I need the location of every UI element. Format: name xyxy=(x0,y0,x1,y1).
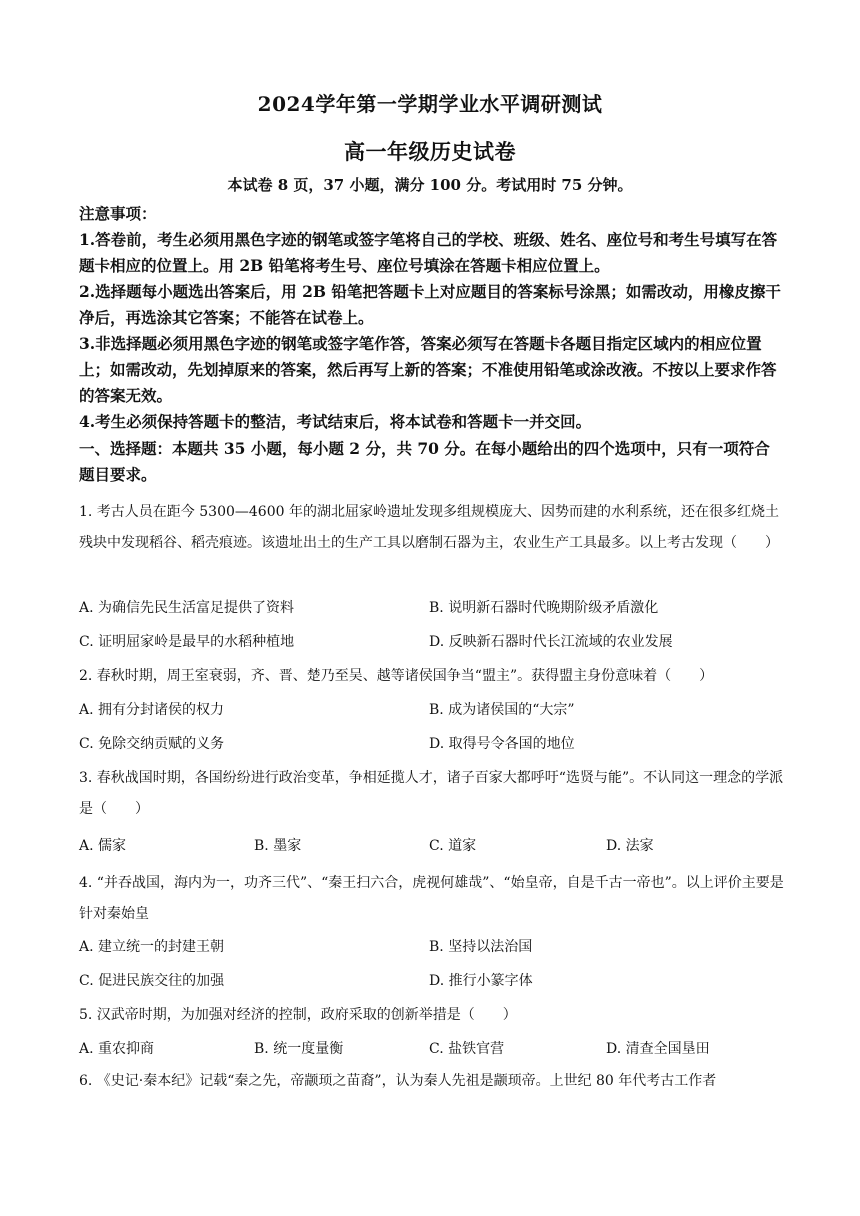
section-heading: 一、选择题：本题共 35 小题，每小题 2 分，共 70 分。在每小题给出的四个选项中，只有一项符合题目要求。 xyxy=(79,439,770,484)
question-2-options-row2 xyxy=(79,733,785,757)
question-3-options xyxy=(79,835,785,859)
q1-option-d: D. 反映新石器时代长江流域的农业发展 xyxy=(429,634,673,650)
q1-option-a: A. 为确信先民生活富足提供了资料 xyxy=(79,600,295,616)
exam-subtitle: 高一年级历史试卷 xyxy=(344,139,516,164)
question-2-options-row1 xyxy=(79,699,785,723)
exam-info: 本试卷 8 页，37 小题，满分 100 分。考试用时 75 分钟。 xyxy=(227,176,633,194)
q5-option-a: A. 重农抑商 xyxy=(79,1041,155,1057)
q2-option-b: B. 成为诸侯国的“大宗” xyxy=(429,702,575,718)
q5-option-c: C. 盐铁官营 xyxy=(429,1041,505,1057)
exam-title: 2024学年第一学期学业水平调研测试 xyxy=(257,92,603,116)
question-4-stem: 4. “并吞战国，海内为一，功齐三代”、“秦王扫六合，虎视何雄哉”、“始皇帝，自是千古一帝也”。以上评价主要是针对秦始皇 xyxy=(79,875,784,922)
q1-option-c: C. 证明屈家岭是最早的水稻种植地 xyxy=(79,634,295,650)
q1-option-b: B. 说明新石器时代晚期阶级矛盾激化 xyxy=(429,600,659,616)
q5-option-b: B. 统一度量衡 xyxy=(254,1041,344,1057)
q4-option-d: D. 推行小篆字体 xyxy=(429,973,533,989)
notice-heading: 注意事项： xyxy=(79,204,157,223)
notice-item-2: 2.选择题每小题选出答案后，用 2B 铅笔把答题卡上对应题目的答案标号涂黑；如需改动，用橡皮擦干净后，再选涂其它答案；不能答在试卷上。 xyxy=(79,282,781,327)
question-3-stem: 3. 春秋战国时期，各国纷纷进行政治变革，争相延揽人才，诸子百家大都呼吁“选贤与能”。不认同这一理念的学派是（ ） xyxy=(79,770,784,817)
q3-option-b: B. 墨家 xyxy=(254,838,302,854)
q3-option-c: C. 道家 xyxy=(429,838,477,854)
notice-item-3: 3.非选择题必须用黑色字迹的钢笔或签字笔作答，答案必须写在答题卡各题目指定区域内的相应位置上；如需改动，先划掉原来的答案，然后再写上新的答案；不准使用铅笔或涂改液。不按以上要求作答的答案无效。 xyxy=(79,334,777,405)
q2-option-c: C. 免除交纳贡赋的义务 xyxy=(79,736,225,752)
question-4-options-row1 xyxy=(79,936,785,960)
question-1-options-row1 xyxy=(79,597,785,621)
q4-option-c: C. 促进民族交往的加强 xyxy=(79,973,225,989)
question-4-options-row2 xyxy=(79,970,785,994)
q4-option-b: B. 坚持以法治国 xyxy=(429,939,533,955)
q2-option-a: A. 拥有分封诸侯的权力 xyxy=(79,702,225,718)
q3-option-a: A. 儒家 xyxy=(79,838,127,854)
question-6-stem: 6. 《史记·秦本纪》记载“秦之先，帝颛顼之苗裔”，认为秦人先祖是颛顼帝。上世纪 80 年代考古工作者 xyxy=(79,1073,717,1089)
question-1-stem: 1. 考古人员在距今 5300—4600 年的湖北屈家岭遗址发现多组规模庞大、因势而建的水利系统，还在很多红烧土残块中发现稻谷、稻壳痕迹。该遗址出土的生产工具以磨制石器为主，农业生产工具最多。以上考古发现（ ） xyxy=(79,504,779,551)
question-1-options-row2 xyxy=(79,631,785,655)
q3-option-d: D. 法家 xyxy=(606,838,654,854)
q4-option-a: A. 建立统一的封建王朝 xyxy=(79,939,225,955)
notice-item-4: 4.考生必须保持答题卡的整洁，考试结束后，将本试卷和答题卡一并交回。 xyxy=(79,412,592,431)
notice-item-1: 1.答卷前，考生必须用黑色字迹的钢笔或签字笔将自己的学校、班级、姓名、座位号和考生号填写在答题卡相应的位置上。用 2B 铅笔将考生号、座位号填涂在答题卡相应位置上。 xyxy=(79,230,778,275)
question-5-options xyxy=(79,1038,785,1062)
question-5-stem: 5. 汉武帝时期，为加强对经济的控制，政府采取的创新举措是（ ） xyxy=(79,1007,517,1023)
q5-option-d: D. 清查全国垦田 xyxy=(606,1041,710,1057)
question-2-stem: 2. 春秋时期，周王室衰弱，齐、晋、楚乃至吴、越等诸侯国争当“盟主”。获得盟主身份意味着（ ） xyxy=(79,668,714,684)
q2-option-d: D. 取得号令各国的地位 xyxy=(429,736,575,752)
